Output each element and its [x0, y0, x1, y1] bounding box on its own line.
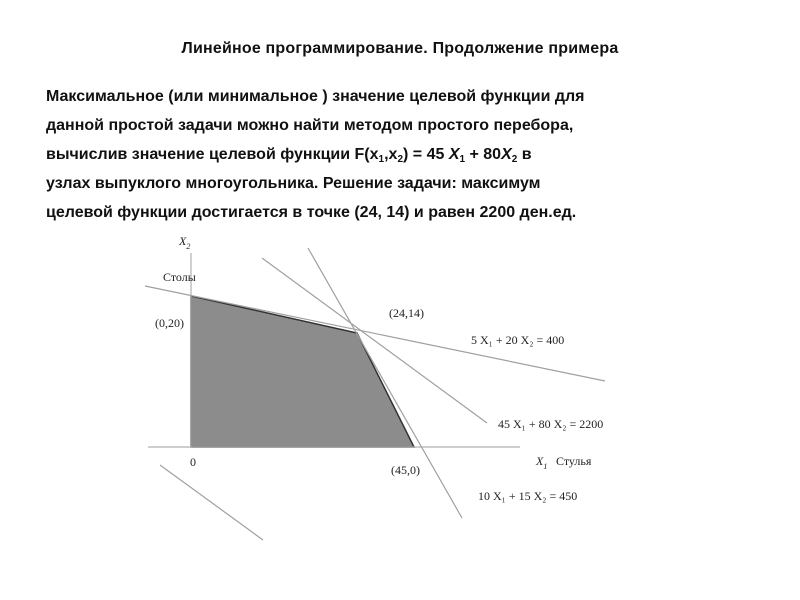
sub-3: 1	[459, 154, 466, 165]
origin-label: 0	[190, 455, 196, 469]
body-line-3-part-e: в	[517, 146, 532, 163]
body-line-1: Максимальное (или минимальное ) значение целевой функции для	[46, 88, 585, 105]
sub-4: 2	[511, 154, 518, 165]
constraint-label-3: 10 X₁ + 15 X₂ = 450	[478, 489, 578, 503]
constraint-label-1: 5 X₁ + 20 X₂ = 400	[471, 333, 565, 347]
body-line-3-part-c: ) = 45	[403, 146, 449, 163]
vertex-label-0-20: (0,20)	[155, 316, 184, 330]
body-line-2: данной простой задачи можно найти методом простого перебора,	[46, 117, 574, 134]
vertex-label-24-14: (24,14)	[389, 306, 424, 320]
body-line-3-part-b: ,x	[384, 146, 398, 163]
sub-1: 1	[378, 154, 385, 165]
y-axis-name: Столы	[163, 270, 196, 284]
body-line-3-part-a: вычислив значение целевой функции F(x	[46, 146, 379, 163]
var-x2: X	[501, 146, 512, 163]
body-line-5: целевой функции достигается в точке (24, 14) и равен 2200 ден.ед.	[46, 204, 577, 221]
y-axis-var: $X_2$	[179, 234, 191, 251]
var-x1: X	[448, 146, 460, 163]
auxiliary-line	[160, 465, 263, 540]
objective-label: 45 X₁ + 80 X₂ = 2200	[498, 417, 604, 431]
sub-2: 2	[397, 154, 403, 165]
x-axis-var: $X_1$	[536, 454, 548, 471]
slide-title: Линейное программирование. Продолжение примера	[181, 40, 619, 57]
body-line-3-part-d: + 80	[465, 146, 502, 163]
body-line-4: узлах выпуклого многоугольника. Решение задачи: максимум	[46, 175, 541, 192]
x-axis-name: Стулья	[556, 454, 592, 468]
vertex-label-45-0: (45,0)	[391, 463, 420, 477]
